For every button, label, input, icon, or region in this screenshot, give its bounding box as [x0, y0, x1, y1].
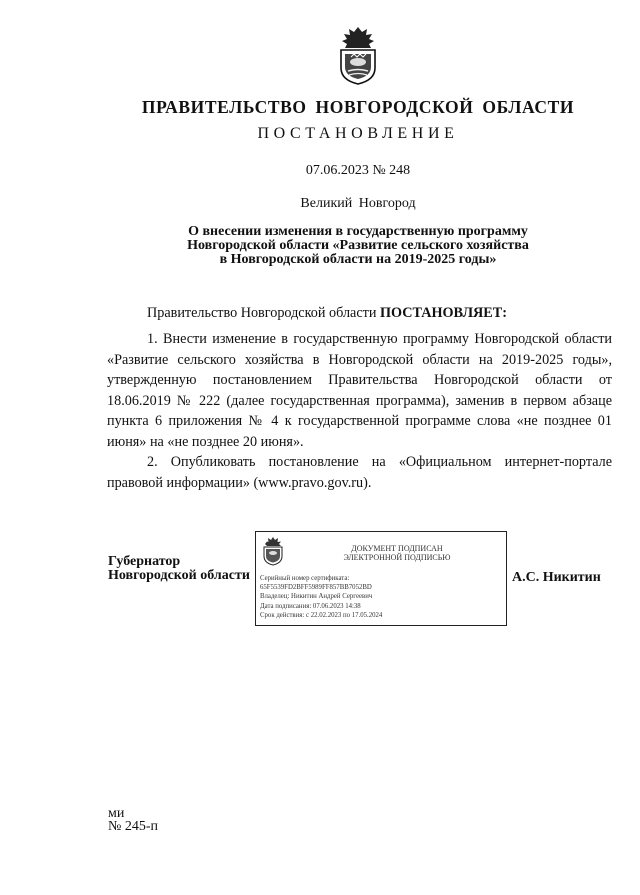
document-type: ПОСТАНОВЛЕНИЕ: [257, 125, 459, 142]
certificate-number: 65F5539FD2BFF5989FF857BB7052BD: [260, 584, 372, 592]
certificate-validity: Срок действия: с 22.02.2023 по 17.05.2024: [260, 611, 383, 619]
document-code: № 245-п: [108, 819, 159, 834]
coat-of-arms-icon: [333, 24, 383, 86]
coat-of-arms-icon: [260, 536, 286, 566]
government-title: ПРАВИТЕЛЬСТВО НОВГОРОДСКОЙ ОБЛАСТИ: [141, 97, 575, 117]
preamble-verb: ПОСТАНОВЛЯЕТ:: [379, 305, 507, 321]
document-subject: [140, 225, 576, 267]
document-date-number: 07.06.2023 № 248: [305, 163, 411, 178]
author-initials: ми: [108, 806, 125, 821]
stamp-title: [292, 544, 502, 562]
preamble-text: Правительство Новгородской области: [147, 305, 380, 321]
stamp-title-line: ЭЛЕКТРОННОЙ ПОДПИСЬЮ: [343, 553, 451, 562]
electronic-signature-stamp: [255, 531, 507, 626]
certificate-label: Серийный номер сертификата:: [260, 575, 350, 582]
subject-line: в Новгородской области на 2019-2025 годы»: [219, 252, 497, 267]
preamble: [147, 305, 507, 322]
stamp-title-line: ДОКУМЕНТ ПОДПИСАН: [351, 544, 443, 553]
document-city: Великий Новгород: [300, 196, 416, 211]
document-footer: [108, 807, 158, 833]
document-body: [107, 329, 612, 493]
paragraph-2: 2. Опубликовать постановление на «Официальном интернет-портале правовой информации» (www.pravo.gov.ru).: [107, 454, 612, 491]
signer-name: А.С. Никитин: [512, 570, 601, 585]
paragraph-1: 1. Внести изменение в государственную программу Новгородской области «Развитие сельского хозяйства в Новгородской области на 2019-2025 годы», утвержденную постановлением Правительства Новгородской области от 18.06.2019 № 222 (далее государственная программа), заменив в первом абзаце пункта 6 приложения № 4 к государственной программе слова «не позднее 01 июня» на «не позднее 20 июня».: [107, 331, 612, 450]
signer-position-line: Губернатор: [108, 554, 181, 569]
subject-line: Новгородской области «Развитие сельского хозяйства: [187, 238, 529, 253]
subject-line: О внесении изменения в государственную программу: [188, 224, 528, 239]
stamp-details: [260, 574, 502, 620]
signer-position: [108, 555, 250, 583]
signer-position-line: Новгородской области: [108, 568, 250, 583]
certificate-owner: Владелец: Никитин Андрей Сергеевич: [260, 593, 373, 601]
signing-date: Дата подписания: 07.06.2023 14:38: [260, 602, 361, 610]
